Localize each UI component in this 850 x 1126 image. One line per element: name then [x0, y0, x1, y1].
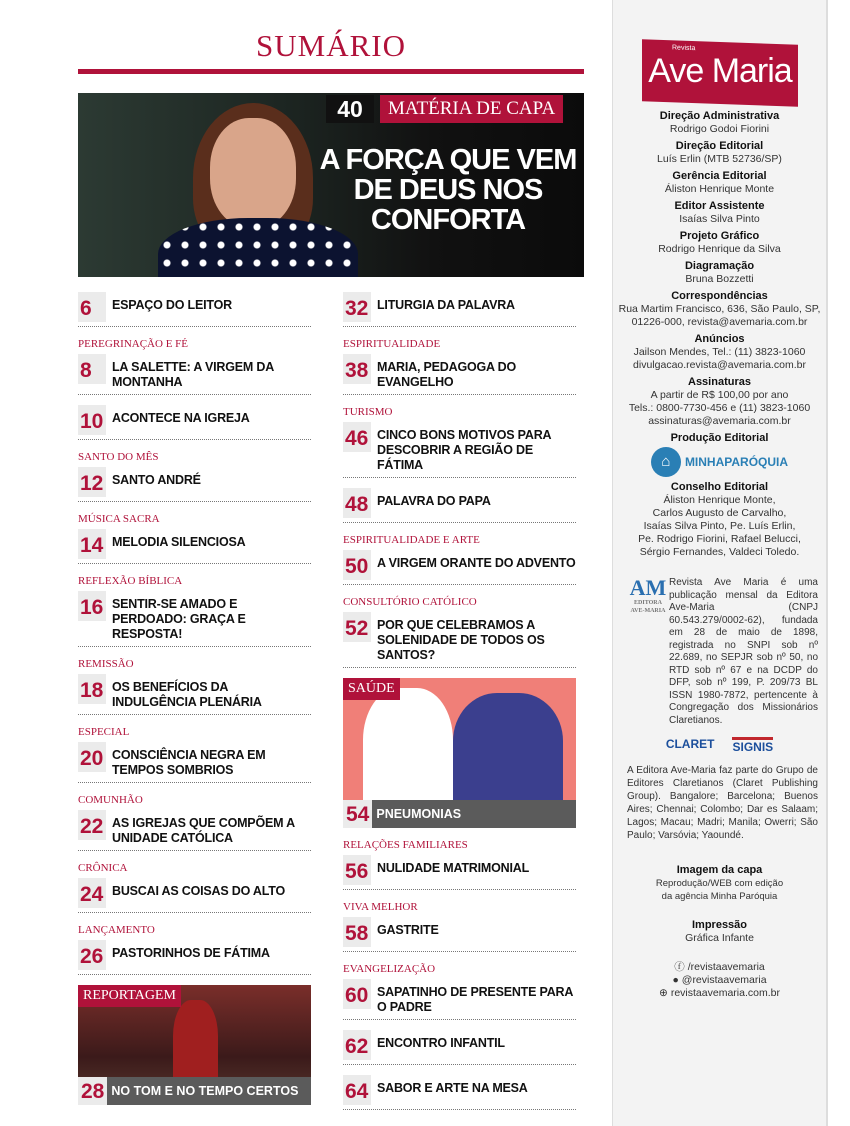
- credit-line: 01226-000, revista@avemaria.com.br: [631, 316, 808, 328]
- feature-number: 54: [343, 800, 372, 828]
- section-category: MÚSICA SACRA: [78, 513, 160, 525]
- page-number: 56: [343, 855, 371, 885]
- toc-row[interactable]: [343, 550, 576, 580]
- editora-logo-sub: EDITORA AVE-MARIA: [630, 600, 666, 614]
- cover-headline: A FORÇA QUE VEM DE DEUS NOS CONFORTA: [319, 144, 577, 236]
- page-number: 12: [78, 467, 106, 497]
- toc-row[interactable]: [343, 1075, 576, 1105]
- toc-entry[interactable]: [78, 337, 311, 395]
- article-title[interactable]: A VIRGEM ORANTE DO ADVENTO: [377, 556, 576, 570]
- article-title[interactable]: PASTORINHOS DE FÁTIMA: [112, 946, 270, 960]
- publication-info: [627, 577, 818, 727]
- dotted-divider: [343, 522, 576, 523]
- toc-entry[interactable]: [78, 512, 311, 564]
- council-member: Sérgio Fernandes, Valdeci Toledo.: [639, 546, 800, 558]
- article-title[interactable]: POR QUE CELEBRAMOS A SOLENIDADE DE TODOS OS SANTOS?: [377, 618, 545, 662]
- page-title: SUMÁRIO: [256, 28, 406, 63]
- patient-figure: [453, 693, 563, 813]
- article-title[interactable]: LA SALETTE: A VIRGEM DA MONTANHA: [112, 360, 274, 389]
- section-category: ESPIRITUALIDADE E ARTE: [343, 534, 480, 546]
- credit-role: Produção Editorial: [670, 432, 769, 444]
- credit-role: Imagem da capa: [676, 864, 763, 876]
- council-member: Isaías Silva Pinto, Pe. Luís Erlin,: [643, 520, 796, 532]
- page-number: 50: [343, 550, 371, 580]
- section-category: RELAÇÕES FAMILIARES: [343, 839, 468, 851]
- toc-row[interactable]: [343, 979, 576, 1015]
- article-title[interactable]: OS BENEFÍCIOS DA INDULGÊNCIA PLENÁRIA: [112, 680, 262, 709]
- article-title[interactable]: MELODIA SILENCIOSA: [112, 535, 246, 549]
- credit-line: Tels.: 0800-7730-456 e (11) 3823-1060: [628, 402, 811, 414]
- credit-role: Impressão: [691, 919, 748, 931]
- credit-line: Reprodução/WEB com edição: [655, 878, 784, 889]
- cover-page-number: 40: [326, 95, 374, 123]
- toc-row[interactable]: [78, 405, 311, 435]
- toc-row[interactable]: [343, 612, 576, 663]
- section-category: LANÇAMENTO: [78, 924, 155, 936]
- article-title[interactable]: ACONTECE NA IGREJA: [112, 411, 250, 425]
- toc-row[interactable]: [78, 940, 311, 970]
- page-number: 52: [343, 612, 371, 642]
- church-icon: ⌂: [651, 447, 681, 477]
- toc-right-column: [343, 289, 576, 1110]
- page-number: 64: [343, 1075, 371, 1105]
- article-title[interactable]: SAPATINHO DE PRESENTE PARA O PADRE: [377, 985, 573, 1014]
- social-text[interactable]: /revistaavemaria: [687, 961, 765, 973]
- toc-row[interactable]: [78, 354, 311, 390]
- dotted-divider: [343, 1109, 576, 1110]
- toc-entry[interactable]: [343, 900, 576, 952]
- section-category: REMISSÃO: [78, 658, 134, 670]
- toc-row[interactable]: [78, 674, 311, 710]
- credit-role: Assinaturas: [688, 376, 751, 388]
- section-category: EVANGELIZAÇÃO: [343, 963, 436, 975]
- dotted-divider: [78, 850, 311, 851]
- dotted-divider: [78, 394, 311, 395]
- article-title[interactable]: SABOR E ARTE NA MESA: [377, 1081, 528, 1095]
- toc-entry[interactable]: [78, 657, 311, 715]
- credit-role: Gerência Editorial: [672, 170, 767, 182]
- cover-photo-face: [210, 118, 296, 228]
- feature-number: 28: [78, 1077, 107, 1105]
- section-category: TURISMO: [343, 406, 393, 418]
- section-category: PEREGRINAÇÃO E FÉ: [78, 338, 189, 350]
- credit-line: Rodrigo Godoi Fiorini: [669, 123, 770, 135]
- toc-entry[interactable]: [343, 533, 576, 585]
- toc-entry[interactable]: [78, 405, 311, 440]
- cover-story-banner[interactable]: [78, 93, 584, 277]
- credit-role: Projeto Gráfico: [679, 230, 760, 242]
- toc-row[interactable]: [78, 292, 311, 322]
- credit-line: Isaías Silva Pinto: [679, 213, 760, 225]
- feature-reportagem[interactable]: [78, 985, 311, 1105]
- toc-entry[interactable]: [343, 405, 576, 478]
- minha-paroquia-text: MINHAPARÓQUIA: [684, 455, 789, 469]
- page-number: 6: [78, 292, 106, 322]
- page-number: 26: [78, 940, 106, 970]
- article-title[interactable]: LITURGIA DA PALAVRA: [377, 298, 515, 312]
- article-title[interactable]: SENTIR-SE AMADO E PERDOADO: GRAÇA E RESPOSTA!: [112, 597, 246, 641]
- toc-row[interactable]: [78, 810, 311, 846]
- dotted-divider: [78, 974, 311, 975]
- dotted-divider: [343, 477, 576, 478]
- article-title[interactable]: SANTO ANDRÉ: [112, 473, 201, 487]
- page-number: 8: [78, 354, 106, 384]
- social-link[interactable]: [613, 961, 826, 974]
- credit-role: Direção Editorial: [675, 140, 764, 152]
- cover-kicker: MATÉRIA DE CAPA: [380, 95, 563, 123]
- dotted-divider: [343, 1064, 576, 1065]
- dotted-divider: [343, 667, 576, 668]
- toc-row[interactable]: [78, 467, 311, 497]
- dotted-divider: [343, 584, 576, 585]
- toc-entry[interactable]: [343, 838, 576, 890]
- toc-row[interactable]: [343, 488, 576, 518]
- toc-entry[interactable]: [78, 793, 311, 851]
- logo-text: Ave Maria: [647, 52, 792, 90]
- toc-entry[interactable]: [343, 1030, 576, 1065]
- minha-paroquia-logo: [613, 447, 826, 477]
- ave-maria-logo: [642, 39, 798, 106]
- dotted-divider: [343, 889, 576, 890]
- toc-entry[interactable]: [78, 450, 311, 502]
- page-number: 18: [78, 674, 106, 704]
- editora-logo-mark: AM: [629, 575, 667, 600]
- page-number: 46: [343, 422, 371, 452]
- logo-small-text: Revista: [671, 44, 695, 53]
- masthead-sidebar: [612, 0, 828, 1126]
- toc-row[interactable]: [78, 529, 311, 559]
- toc-entry[interactable]: [343, 337, 576, 395]
- toc-entry[interactable]: [343, 292, 576, 327]
- credit-line: assinaturas@avemaria.com.br: [648, 415, 791, 427]
- credit-line: Áliston Henrique Monte: [664, 183, 775, 195]
- page-number: 10: [78, 405, 106, 435]
- toc-entry[interactable]: [343, 962, 576, 1020]
- toc-entry[interactable]: [78, 725, 311, 783]
- toc-row[interactable]: [343, 292, 576, 322]
- council-member: Áliston Henrique Monte,: [663, 494, 776, 506]
- dotted-divider: [78, 714, 311, 715]
- social-text[interactable]: revistaavemaria.com.br: [670, 987, 780, 999]
- section-category: CRÔNICA: [78, 862, 128, 874]
- social-link[interactable]: [613, 974, 826, 987]
- globe-icon: ⊕: [659, 987, 668, 999]
- feature-tag: SAÚDE: [343, 678, 400, 700]
- council-member: Pe. Rodrigo Fiorini, Rafael Belucci,: [638, 533, 801, 545]
- section-category: ESPIRITUALIDADE: [343, 338, 441, 350]
- article-title[interactable]: NULIDADE MATRIMONIAL: [377, 861, 529, 875]
- page-number: 14: [78, 529, 106, 559]
- credit-role: Direção Administrativa: [659, 110, 780, 122]
- article-title[interactable]: CINCO BONS MOTIVOS PARA DESCOBRIR A REGIÃO DE FÁTIMA: [377, 428, 551, 472]
- group-text: A Editora Ave-Maria faz parte do Grupo de Editores Claretianos (Claret Publishing Group). Bangalore; Barcelona; Buenos Aires; Chennai; Colombo; Dar es Salaam; Lagos; Macau; Madri; Manila; Owerri; São Paulo; Varsóvia; Yaoundé.: [627, 765, 818, 841]
- credit-role: Editor Assistente: [674, 200, 765, 212]
- article-title[interactable]: GASTRITE: [377, 923, 439, 937]
- credit-line: Gráfica Infante: [685, 932, 754, 944]
- page-number: 60: [343, 979, 371, 1009]
- dotted-divider: [78, 439, 311, 440]
- page-number: 20: [78, 742, 106, 772]
- feature-title: NO TOM E NO TEMPO CERTOS: [111, 1084, 299, 1098]
- toc-left-column: [78, 289, 311, 1105]
- toc-entry[interactable]: [78, 923, 311, 975]
- page-number: 32: [343, 292, 371, 322]
- section-category: COMUNHÃO: [78, 794, 143, 806]
- dotted-divider: [78, 501, 311, 502]
- page-number: 62: [343, 1030, 371, 1060]
- feature-tag: REPORTAGEM: [78, 985, 181, 1007]
- dotted-divider: [343, 326, 576, 327]
- page-number: 24: [78, 878, 106, 908]
- social-text[interactable]: @revistaavemaria: [681, 974, 767, 986]
- doctor-figure: [363, 688, 453, 818]
- dotted-divider: [343, 1019, 576, 1020]
- social-link[interactable]: [613, 987, 826, 1000]
- credit-role: Anúncios: [694, 333, 745, 345]
- dotted-divider: [78, 912, 311, 913]
- credit-line: A partir de R$ 100,00 por ano: [650, 389, 789, 401]
- article-title[interactable]: ESPAÇO DO LEITOR: [112, 298, 232, 312]
- dotted-divider: [78, 563, 311, 564]
- credit-line: Rua Martim Francisco, 636, São Paulo, SP,: [618, 303, 821, 315]
- section-category: VIVA MELHOR: [343, 901, 418, 913]
- credit-line: da agência Minha Paróquia: [661, 891, 778, 902]
- toc-row[interactable]: [343, 855, 576, 885]
- page-number: 16: [78, 591, 106, 621]
- credit-role: Conselho Editorial: [670, 481, 769, 493]
- toc-row[interactable]: [343, 422, 576, 473]
- credit-line: Luís Erlin (MTB 52736/SP): [657, 153, 782, 165]
- toc-row[interactable]: [78, 878, 311, 908]
- feature-saude[interactable]: [343, 678, 576, 828]
- section-category: CONSULTÓRIO CATÓLICO: [343, 596, 477, 608]
- dotted-divider: [343, 951, 576, 952]
- article-title[interactable]: CONSCIÊNCIA NEGRA EM TEMPOS SOMBRIOS: [112, 748, 266, 777]
- article-title[interactable]: ENCONTRO INFANTIL: [377, 1036, 505, 1050]
- toc-entry[interactable]: [78, 292, 311, 327]
- article-title[interactable]: BUSCAI AS COISAS DO ALTO: [112, 884, 285, 898]
- signis-logo: SIGNIS: [732, 737, 773, 754]
- toc-entry[interactable]: [343, 595, 576, 668]
- dotted-divider: [78, 326, 311, 327]
- council-member: Carlos Augusto de Carvalho,: [652, 507, 787, 519]
- claret-logo: CLARET: [665, 737, 715, 751]
- credit-line: divulgacao.revista@avemaria.com.br: [633, 359, 806, 371]
- toc-row[interactable]: [343, 917, 576, 947]
- toc-entry[interactable]: [78, 574, 311, 647]
- page-number: 38: [343, 354, 371, 384]
- about-text: Revista Ave Maria é uma publicação mensal da Editora Ave-Maria (CNPJ 60.543.279/0002-62), fundada em 28 de maio de 1898, registrada no SNPI sob nº 22.689, no SEPJR sob nº 50, no RTD sob nº 67 e na DCDP do DFP, sob nº 199, P. 209/73 BL ISSN 1980-7872, pertencente à Congregação dos Missionários Claretianos.: [669, 577, 818, 726]
- credit-line: Bruna Bozzetti: [685, 273, 754, 285]
- twitter-icon: ●: [672, 974, 679, 986]
- toc-row[interactable]: [343, 1030, 576, 1060]
- section-category: REFLEXÃO BÍBLICA: [78, 575, 183, 587]
- toc-row[interactable]: [78, 591, 311, 642]
- article-title[interactable]: AS IGREJAS QUE COMPÕEM A UNIDADE CATÓLICA: [112, 816, 295, 845]
- toc-row[interactable]: [78, 742, 311, 778]
- credit-role: Diagramação: [684, 260, 755, 272]
- editora-logo: [627, 577, 669, 727]
- page-number: 48: [343, 488, 371, 518]
- section-category: ESPECIAL: [78, 726, 130, 738]
- dotted-divider: [78, 782, 311, 783]
- credit-line: Rodrigo Henrique da Silva: [658, 243, 781, 255]
- toc-entry[interactable]: [343, 1075, 576, 1110]
- dotted-divider: [343, 394, 576, 395]
- credit-role: Correspondências: [671, 290, 768, 302]
- title-rule: [78, 69, 584, 74]
- dotted-divider: [78, 646, 311, 647]
- toc-entry[interactable]: [343, 488, 576, 523]
- credit-line: Jailson Mendes, Tel.: (11) 3823-1060: [633, 346, 806, 358]
- feature-title: PNEUMONIAS: [376, 807, 462, 821]
- toc-entry[interactable]: [78, 861, 311, 913]
- article-title[interactable]: PALAVRA DO PAPA: [377, 494, 491, 508]
- page-number: 58: [343, 917, 371, 947]
- article-title[interactable]: MARIA, PEDAGOGA DO EVANGELHO: [377, 360, 516, 389]
- section-category: SANTO DO MÊS: [78, 451, 159, 463]
- page-number: 22: [78, 810, 106, 840]
- toc-row[interactable]: [343, 354, 576, 390]
- facebook-icon: ⓕ: [674, 961, 685, 973]
